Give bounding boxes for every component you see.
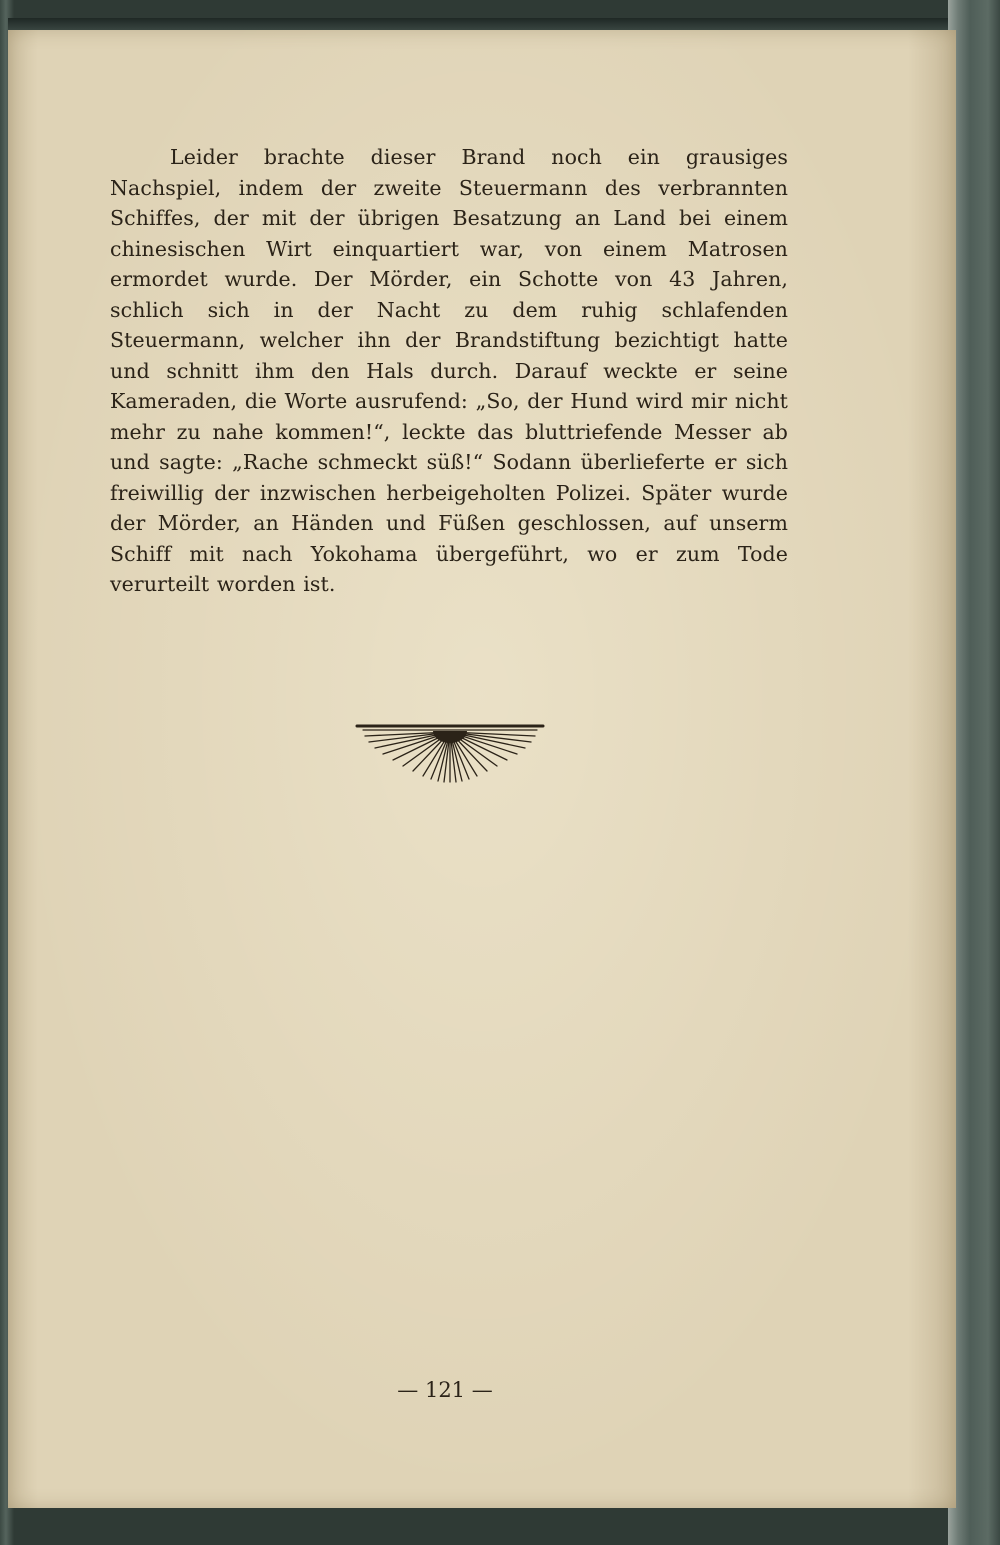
paragraph: Leider brachte dieser Brand noch ein grausiges Nachspiel, indem der zweite Steuermann des verbrannten Schiffes, der mit der übrigen Besatzung an Land bei einem chinesischen Wirt einquartiert war, von einem Matrosen ermordet wurde. Der Mörder, ein Schotte von 43 Jahren, schlich sich in der Nacht zu dem ruhig schlafenden Steuermann, welcher ihn der Brandstiftung bezichtigt hatte und schnitt ihm den Hals durch. Darauf weckte er seine Kameraden, die Worte ausrufend: „So, der Hund wird mir nicht mehr zu nahe kommen!“, leckte das bluttriefende Messer ab und sagte: „Rache schmeckt süß!“ Sodann überlieferte er sich freiwillig der inzwischen herbeigeholten Polizei. Später wurde der Mörder, an Händen und Füßen geschlossen, auf unserm Schiff mit nach Yokohama übergeführt, wo er zum Tode verurteilt worden ist. <box>110 145 788 596</box>
sunburst-ornament-icon <box>355 722 545 784</box>
page-number: — 121 — <box>397 1378 493 1402</box>
body-text <box>110 142 788 600</box>
